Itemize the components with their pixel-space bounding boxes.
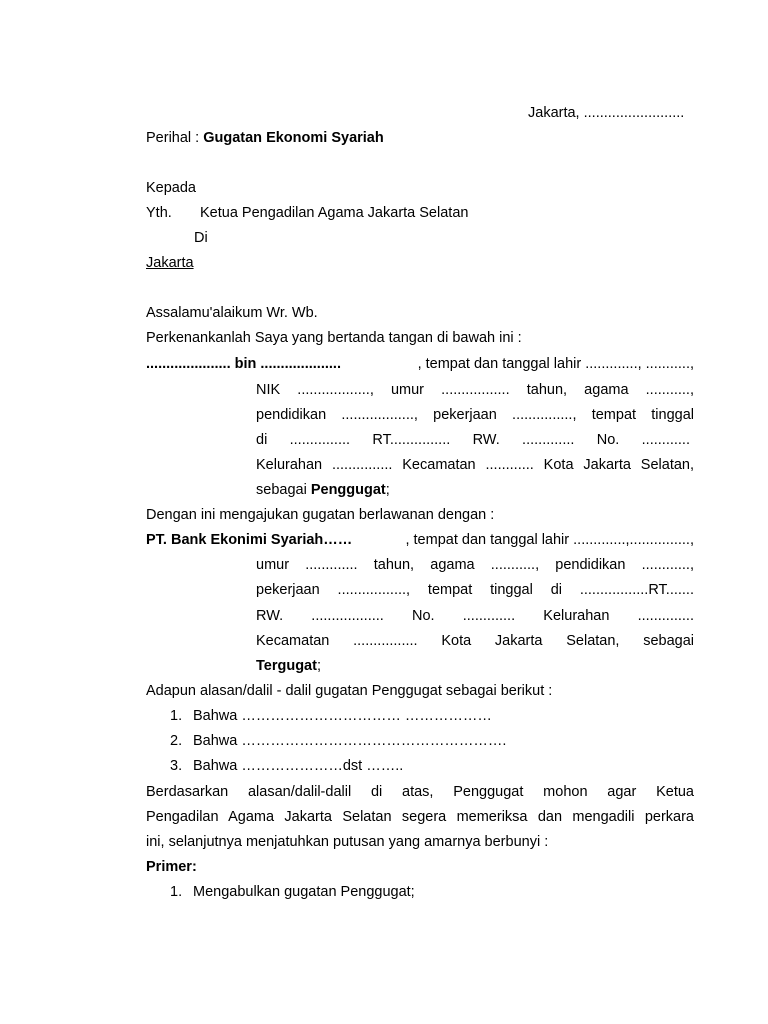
primer-item-1-text: Mengabulkan gugatan Penggugat; <box>193 884 415 900</box>
defendant-line-6 <box>256 657 321 675</box>
di-label: Di <box>194 230 208 246</box>
reasons-intro: Adapun alasan/dalil - dalil gugatan Penggugat sebagai berikut : <box>146 683 553 699</box>
defendant-line-1 <box>146 531 694 549</box>
primer-title <box>146 858 197 876</box>
subject-value: Gugatan Ekonomi Syariah <box>203 130 384 146</box>
date-line: Jakarta, ......................... <box>528 105 685 121</box>
plaintiff-line-3: pendidikan .................., pekerjaan ..............., tempat tinggal <box>256 407 694 423</box>
reason-item-3-num: 3. <box>170 758 183 774</box>
defendant-name: PT. Bank Ekonimi Syariah…… <box>146 532 353 548</box>
greeting: Assalamu'alaikum Wr. Wb. <box>146 305 318 321</box>
defendant-line-3: pekerjaan ................., tempat tinggal di .................RT....... <box>256 582 694 598</box>
primer-title-text: Primer: <box>146 859 197 875</box>
plaintiff-line-4: di ............... RT............... RW. ............. No. ............ <box>256 432 690 448</box>
plaintiff-line-6 <box>256 481 390 499</box>
plaintiff-name: ..................... bin .................... <box>146 356 341 372</box>
plaintiff-line-1 <box>146 355 694 373</box>
reason-item-2-text: Bahwa ………………………………………………. <box>193 733 507 749</box>
defendant-role-suffix: ; <box>316 658 321 674</box>
plaintiff-role: Penggugat <box>310 482 386 498</box>
defendant-line-5: Kecamatan ................ Kota Jakarta Selatan, sebagai <box>256 633 694 649</box>
city <box>146 254 194 272</box>
plaintiff-role-prefix: sebagai <box>256 482 311 498</box>
subject-label: Perihal : <box>146 130 204 146</box>
yth-label: Yth. <box>146 205 172 221</box>
primer-item-1-num: 1. <box>170 884 183 900</box>
reason-item-1-text: Bahwa …………………………… ……………… <box>193 708 492 724</box>
defendant-role: Tergugat <box>256 658 317 674</box>
plaintiff-line-5: Kelurahan ............... Kecamatan ............ Kota Jakarta Selatan, <box>256 457 694 473</box>
defendant-line-1-rest: , tempat dan tanggal lahir .............,..............., <box>405 532 694 548</box>
recipient: Ketua Pengadilan Agama Jakarta Selatan <box>200 205 469 221</box>
reason-item-3-text: Bahwa …………………dst …….. <box>193 758 404 774</box>
conclusion-line-3: ini, selanjutnya menjatuhkan putusan yang amarnya berbunyi : <box>146 834 549 850</box>
defendant-line-2: umur ............. tahun, agama ..........., pendidikan ............, <box>256 557 694 573</box>
city-text: Jakarta <box>146 255 194 271</box>
plaintiff-line-2: NIK .................., umur ................. tahun, agama ..........., <box>256 382 694 398</box>
against-line: Dengan ini mengajukan gugatan berlawanan dengan : <box>146 507 495 523</box>
reason-item-1-num: 1. <box>170 708 183 724</box>
conclusion-line-1: Berdasarkan alasan/dalil-dalil di atas, Penggugat mohon agar Ketua <box>146 784 694 800</box>
subject-line <box>146 129 384 147</box>
intro: Perkenankanlah Saya yang bertanda tangan di bawah ini : <box>146 330 522 346</box>
conclusion-line-2: Pengadilan Agama Jakarta Selatan segera memeriksa dan mengadili perkara <box>146 809 694 825</box>
reason-item-2-num: 2. <box>170 733 183 749</box>
plaintiff-role-suffix: ; <box>385 482 390 498</box>
defendant-line-4: RW. .................. No. ............. Kelurahan .............. <box>256 608 694 624</box>
kepada-label: Kepada <box>146 180 196 196</box>
plaintiff-line-1-rest: , tempat dan tanggal lahir ............., ..........., <box>417 356 694 372</box>
